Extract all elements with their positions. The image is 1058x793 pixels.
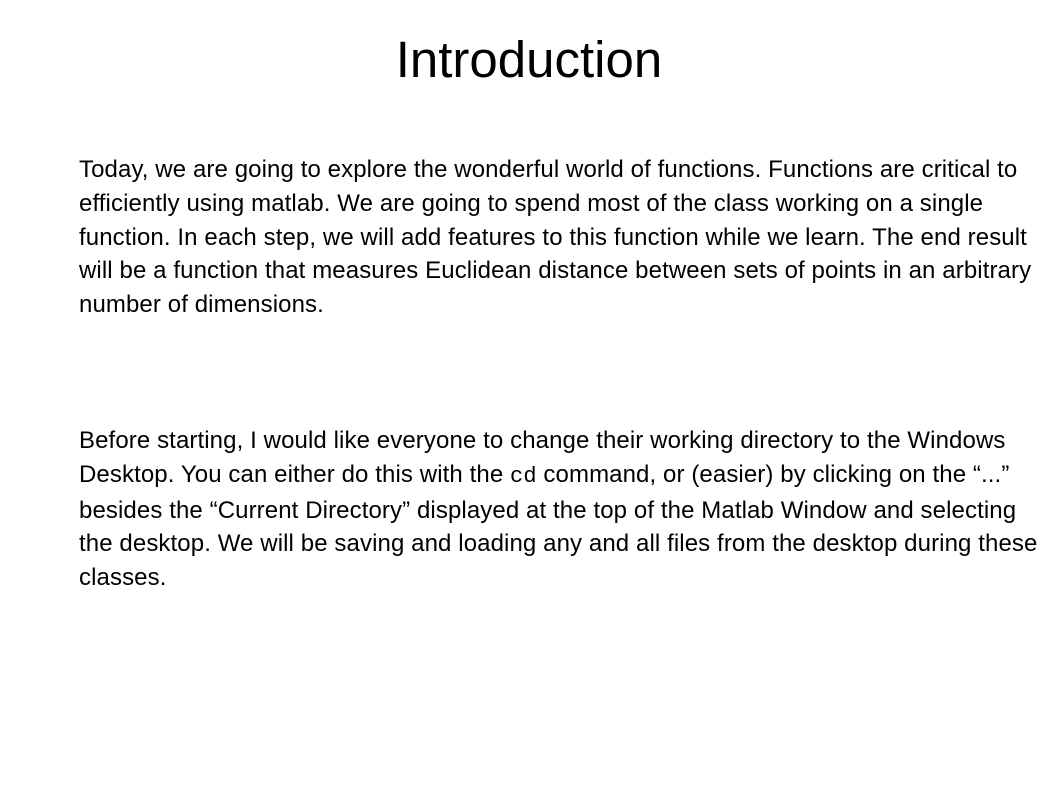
code-cd: cd — [510, 463, 537, 489]
slide-title: Introduction — [395, 31, 663, 88]
paragraph-instructions — [79, 424, 1039, 595]
paragraph-instructions-part1: Before starting, I would like everyone to change their working directory to the Windows Desktop. You can either do this with the — [79, 427, 1006, 488]
paragraph-intro: Today, we are going to explore the wonderful world of functions. Functions are critical to efficiently using matlab. We are going to spend most of the class working on a single function. In each step, we will add features to this function while we learn. The end result will be a function that measures Euclidean distance between sets of points in an arbitrary number of dimensions. — [79, 156, 1032, 319]
paragraph-instructions-part2: command, or (easier) by clicking on the “...” besides the “Current Directory” displayed at the top of the Matlab Window and selecting the desktop. We will be saving and loading any and all files from the desktop during these classes. — [79, 460, 1038, 592]
